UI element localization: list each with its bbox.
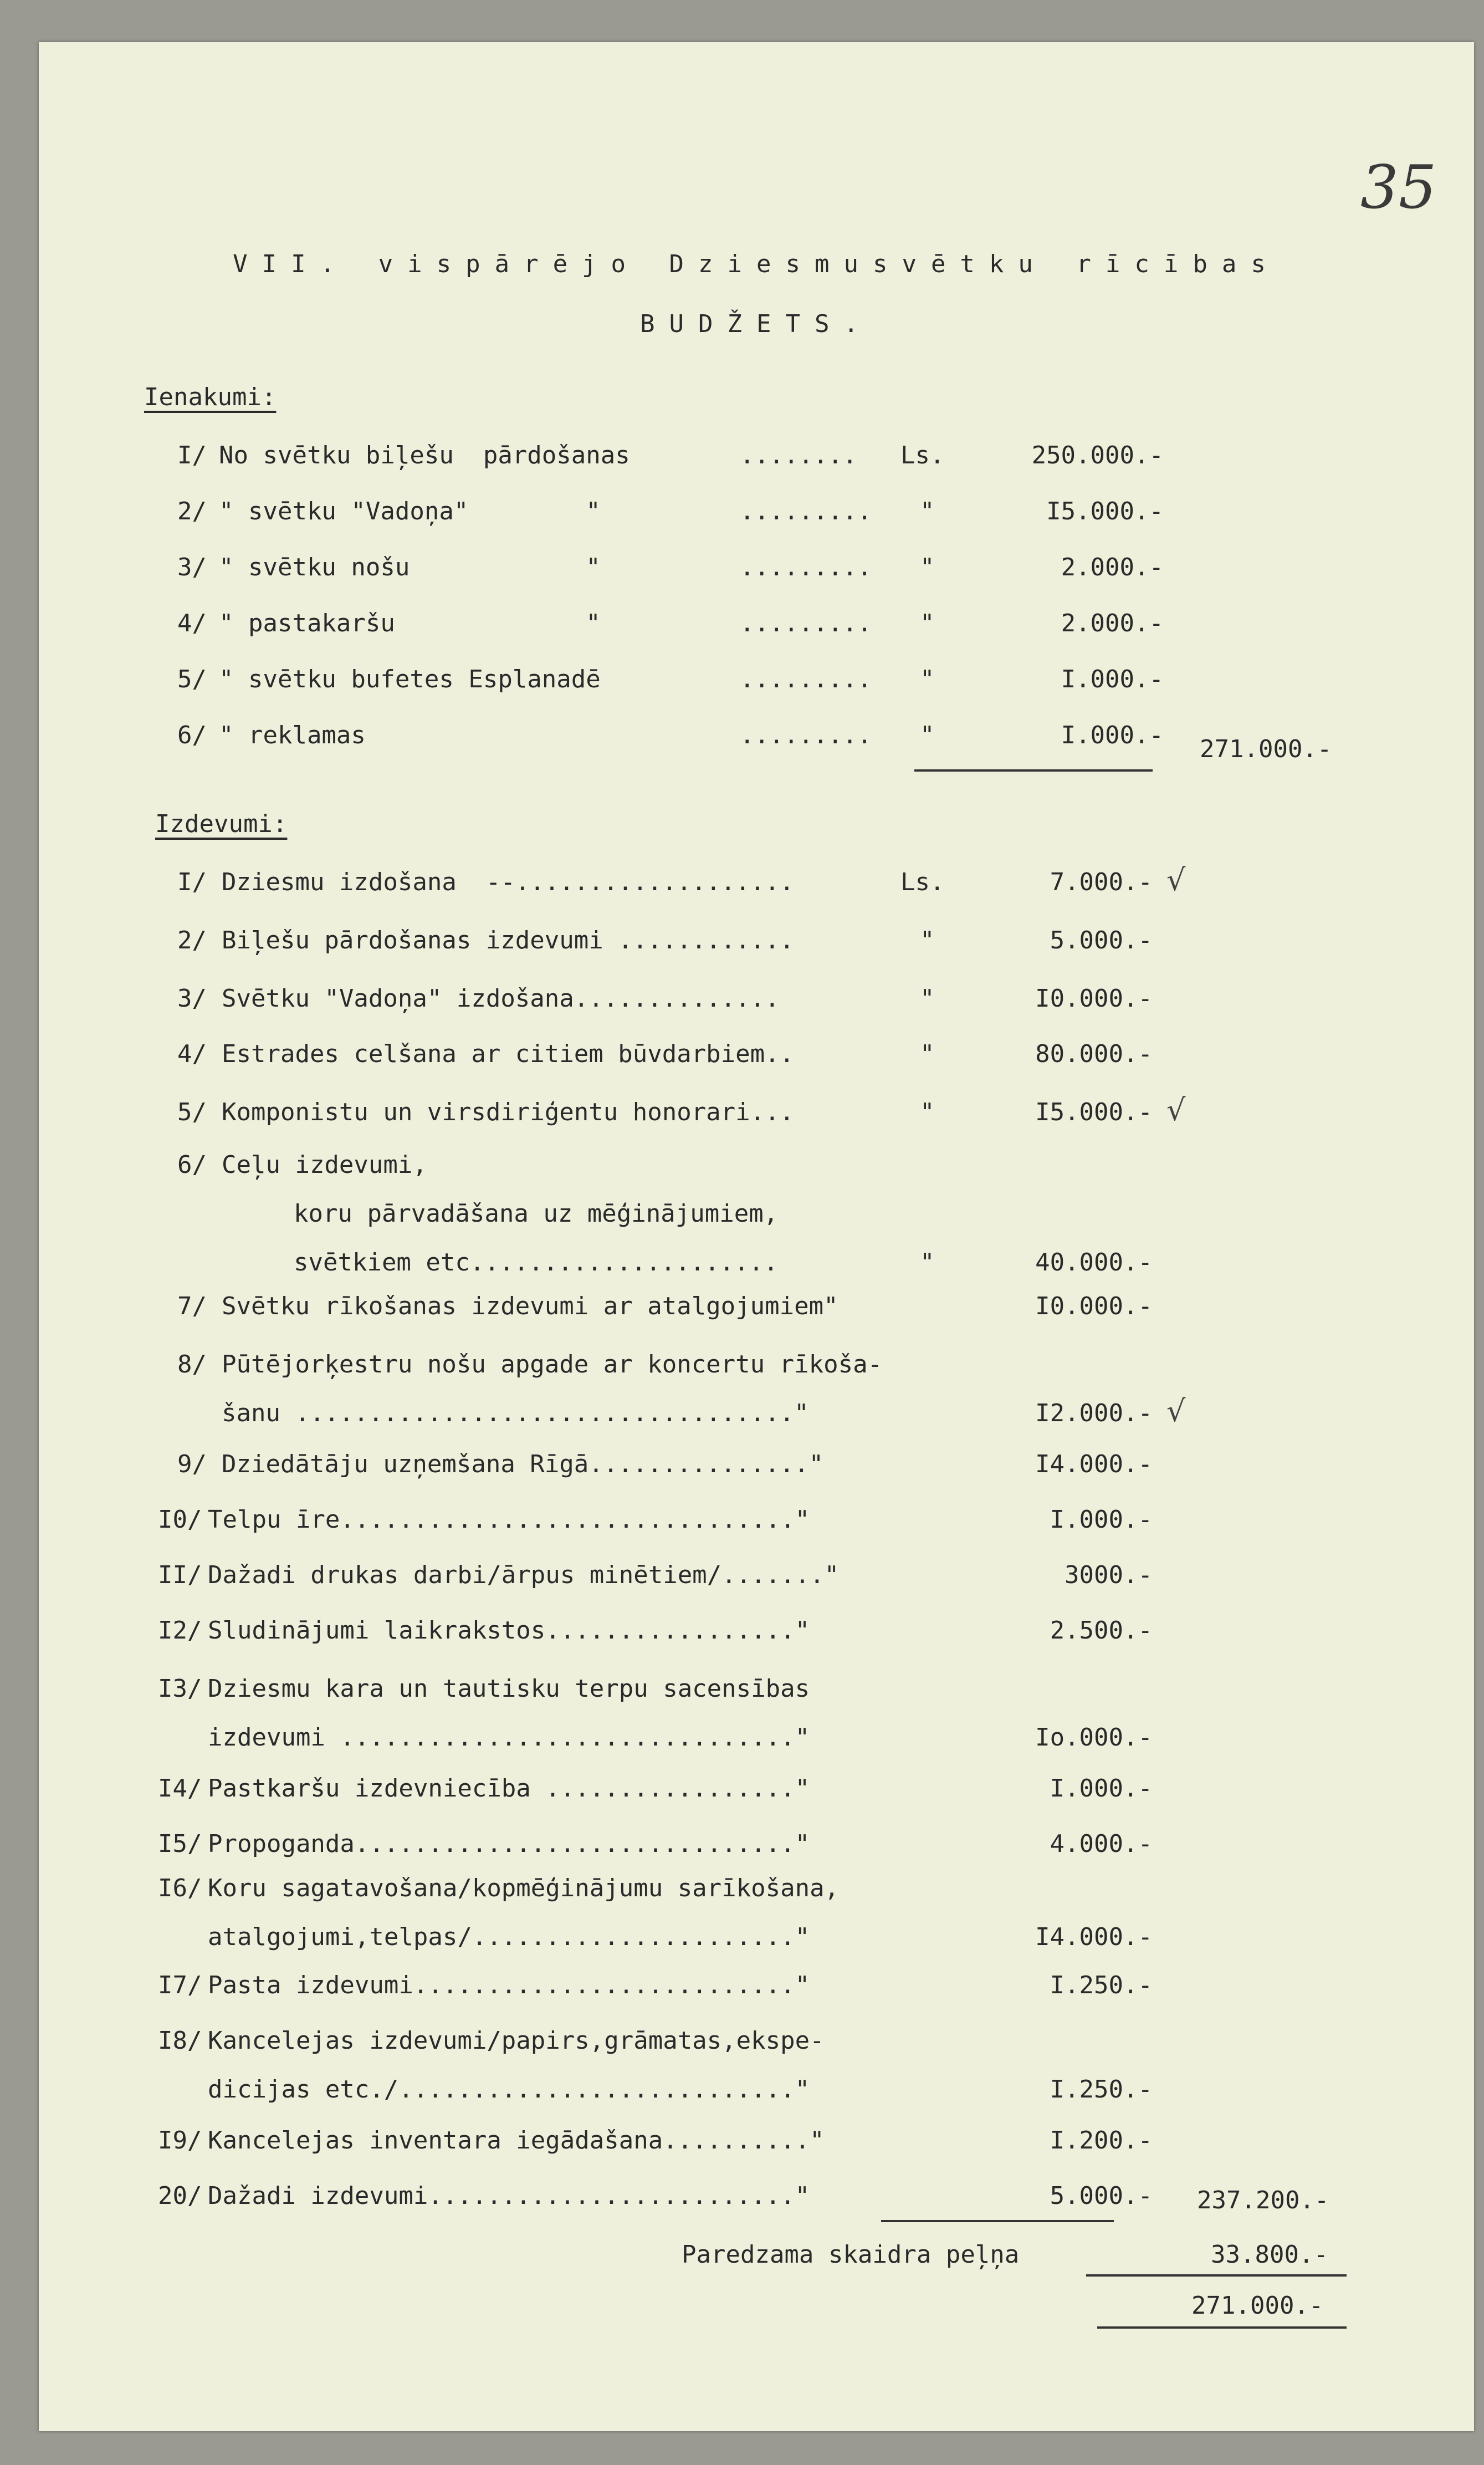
expense-item <box>39 1971 1474 2004</box>
income-item-currency: " <box>920 609 935 637</box>
income-item-currency: Ls. <box>900 441 945 469</box>
expense-item-number: I8/ <box>158 2027 202 2055</box>
expense-item <box>39 1774 1474 1808</box>
expenses-total: 237.200.- <box>1197 2186 1329 2214</box>
expense-item-text: Koru sagatavošana/kopmēģinājumu sarīkošana, <box>208 1874 840 1902</box>
income-item-currency: " <box>920 553 935 581</box>
expense-item-amount: I4.000.- <box>1035 1450 1153 1478</box>
expense-item <box>39 1616 1474 1650</box>
income-item-amount: I.000.- <box>1061 665 1164 693</box>
income-item <box>39 553 1474 586</box>
expense-item-amount: I.000.- <box>1050 1505 1153 1534</box>
expense-item-text-continued: šanu .................................." <box>222 1399 809 1427</box>
expense-item-number: 3/ <box>177 984 207 1013</box>
expense-item-amount: I4.000.- <box>1035 1923 1153 1951</box>
expense-item-number: 9/ <box>177 1450 207 1478</box>
expense-item-number: II/ <box>158 1561 202 1589</box>
expense-item-number: 5/ <box>177 1098 207 1126</box>
expense-item-amount: I0.000.- <box>1035 1292 1153 1320</box>
checkmark-icon: √ <box>1166 863 1186 897</box>
expense-item-text: Dažadi izdevumi........................." <box>208 2182 810 2210</box>
expenses-subtotal-rule <box>881 2220 1114 2222</box>
expense-item-number: I3/ <box>158 1675 202 1703</box>
page-number: 35 <box>1360 153 1437 222</box>
expense-item-number: I0/ <box>158 1505 202 1534</box>
income-item-number: 3/ <box>177 553 207 581</box>
income-item-currency: " <box>920 721 935 749</box>
income-item <box>39 665 1474 698</box>
income-total: 271.000.- <box>1200 735 1332 763</box>
expense-item-text: Dziesmu kara un tautisku terpu sacensības <box>208 1675 810 1703</box>
expense-item-text: Kancelejas izdevumi/papirs,grāmatas,ekspe- <box>208 2027 825 2055</box>
document-subtitle: BUDŽETS. <box>640 310 873 338</box>
expenses-heading: Izdevumi: <box>155 810 288 838</box>
expense-item-currency: " <box>920 926 935 955</box>
income-item-leader: ......... <box>740 553 872 581</box>
income-item <box>39 609 1474 642</box>
expense-item-text: Dziesmu izdošana --................... <box>222 868 795 896</box>
expense-item <box>39 863 1474 901</box>
expense-item-number: I6/ <box>158 1874 202 1902</box>
income-item-number: 2/ <box>177 497 207 525</box>
grand-total-rule <box>1097 2326 1347 2329</box>
checkmark-icon: √ <box>1166 1394 1186 1428</box>
expense-item-text: Svētku rīkošanas izdevumi ar atalgojumiem" <box>222 1292 838 1320</box>
income-item-amount: I.000.- <box>1061 721 1164 749</box>
expense-item-text-continued: koru pārvadāšana uz mēģinājumiem, <box>294 1200 779 1228</box>
income-item-text: " svētku "Vadoņa" " <box>219 497 601 525</box>
expense-item <box>39 2027 1474 2104</box>
expense-item-number: I9/ <box>158 2126 202 2155</box>
expense-item-amount: 5.000.- <box>1050 2182 1153 2210</box>
income-item-text: " svētku nošu " <box>219 553 601 581</box>
expense-item-text: Svētku "Vadoņa" izdošana.............. <box>222 984 780 1013</box>
income-item-amount: I5.000.- <box>1046 497 1164 525</box>
income-subtotal-rule <box>914 769 1153 772</box>
expense-item-amount: I.200.- <box>1050 2126 1153 2155</box>
profit-label: Paredzama skaidra peļņa <box>682 2241 1020 2269</box>
expense-item-number: I4/ <box>158 1774 202 1803</box>
expense-item-text-continued: svētkiem etc..................... <box>294 1248 779 1277</box>
grand-total: 271.000.- <box>1191 2292 1324 2320</box>
income-item-text: " reklamas <box>219 721 366 749</box>
expense-item-number: I5/ <box>158 1830 202 1858</box>
expense-item-amount: I.000.- <box>1050 1774 1153 1803</box>
expense-item-text: Biļešu pārdošanas izdevumi ............ <box>222 926 795 955</box>
expense-item-text: Kancelejas inventara iegādašana.........." <box>208 2126 825 2155</box>
expense-item-amount: 80.000.- <box>1035 1040 1153 1068</box>
expense-item-amount: 2.500.- <box>1050 1616 1153 1645</box>
expense-item-currency: " <box>920 984 935 1013</box>
expense-item-number: I/ <box>177 868 207 896</box>
income-item-currency: " <box>920 665 935 693</box>
expense-item-number: 20/ <box>158 2182 202 2210</box>
expense-item-text: Pūtējorķestru nošu apgade ar koncertu rīkoša- <box>222 1350 883 1379</box>
expense-item-amount: 3000.- <box>1065 1561 1153 1589</box>
income-item-currency: " <box>920 497 935 525</box>
expense-item-amount: 5.000.- <box>1050 926 1153 955</box>
expense-item-currency: " <box>920 1098 935 1126</box>
expense-item-amount: 40.000.- <box>1035 1248 1153 1277</box>
expense-item-text: Komponistu un virsdiriģentu honorari... <box>222 1098 795 1126</box>
expense-item-text: Pastkaršu izdevniecība ................." <box>208 1774 810 1803</box>
expense-item-number: 6/ <box>177 1151 207 1179</box>
expense-item <box>39 1450 1474 1483</box>
profit-amount: 33.800.- <box>1211 2241 1328 2269</box>
income-item-number: 5/ <box>177 665 207 693</box>
expense-item-number: 8/ <box>177 1350 207 1379</box>
income-item-text: No svētku biļešu pārdošanas <box>219 441 630 469</box>
expense-item <box>39 1561 1474 1594</box>
expense-item <box>39 1151 1474 1277</box>
expense-item <box>39 1874 1474 1951</box>
profit-underline <box>1086 2274 1347 2277</box>
income-item-number: 6/ <box>177 721 207 749</box>
expense-item <box>39 2126 1474 2160</box>
expense-item-amount: I.250.- <box>1050 1971 1153 1999</box>
expense-item-text: Sludinājumi laikrakstos................." <box>208 1616 810 1645</box>
expense-item-text: Pasta izdevumi.........................." <box>208 1971 810 1999</box>
expense-item-amount: I5.000.- <box>1035 1098 1153 1126</box>
checkmark-icon: √ <box>1166 1093 1186 1127</box>
income-item-leader: ........ <box>740 441 857 469</box>
income-item-leader: ......... <box>740 497 872 525</box>
expense-item-amount: Io.000.- <box>1035 1723 1153 1752</box>
expense-item <box>39 1830 1474 1863</box>
expense-item-amount: I.250.- <box>1050 2075 1153 2104</box>
expense-item-text: Dziedātāju uzņemšana Rīgā..............." <box>222 1450 824 1478</box>
expense-item-number: 7/ <box>177 1292 207 1320</box>
expense-item-text: Estrades celšana ar citiem būvdarbiem.. <box>222 1040 795 1068</box>
income-item-amount: 2.000.- <box>1061 609 1164 637</box>
expense-item-text: Propoganda.............................." <box>208 1830 810 1858</box>
income-item <box>39 441 1474 474</box>
expense-item-text-continued: dicijas etc./..........................." <box>208 2075 810 2104</box>
expense-item-number: 2/ <box>177 926 207 955</box>
income-item-leader: ......... <box>740 721 872 749</box>
expense-item <box>39 1040 1474 1073</box>
expense-item-number: 4/ <box>177 1040 207 1068</box>
expense-item <box>39 984 1474 1018</box>
expense-item-text-continued: atalgojumi,telpas/......................" <box>208 1923 810 1951</box>
expense-item <box>39 926 1474 960</box>
expense-item-amount: 4.000.- <box>1050 1830 1153 1858</box>
expense-item <box>39 1675 1474 1752</box>
income-item-text: " svētku bufetes Esplanadē <box>219 665 601 693</box>
income-item-number: 4/ <box>177 609 207 637</box>
income-item-number: I/ <box>177 441 207 469</box>
expense-item-currency: " <box>920 1040 935 1068</box>
document-page <box>39 42 1474 2431</box>
expense-item <box>39 1093 1474 1131</box>
income-item-leader: ......... <box>740 665 872 693</box>
income-item <box>39 497 1474 530</box>
expense-item-text: Ceļu izdevumi, <box>222 1151 427 1179</box>
expense-item <box>39 1505 1474 1539</box>
income-item-amount: 250.000.- <box>1031 441 1164 469</box>
income-item-amount: 2.000.- <box>1061 553 1164 581</box>
expense-item-text: Telpu īre..............................." <box>208 1505 810 1534</box>
expense-item-number: I7/ <box>158 1971 202 1999</box>
expense-item-amount: I0.000.- <box>1035 984 1153 1013</box>
income-item-text: " pastakaršu " <box>219 609 601 637</box>
expense-item-number: I2/ <box>158 1616 202 1645</box>
expense-item-amount: 7.000.- <box>1050 868 1153 896</box>
income-heading: Ienakumi: <box>144 383 277 411</box>
expense-item-currency: Ls. <box>900 868 945 896</box>
expense-item-currency: " <box>920 1248 935 1277</box>
expense-item <box>39 1292 1474 1325</box>
expense-item <box>39 1350 1474 1428</box>
expense-item-text-continued: izdevumi ..............................." <box>208 1723 810 1752</box>
document-title: VII. vispārējo Dziesmusvētku rīcības <box>233 250 1280 278</box>
expense-item-text: Dažadi drukas darbi/ārpus minētiem/......." <box>208 1561 840 1589</box>
income-item-leader: ......... <box>740 609 872 637</box>
expense-item-amount: I2.000.- <box>1035 1399 1153 1427</box>
